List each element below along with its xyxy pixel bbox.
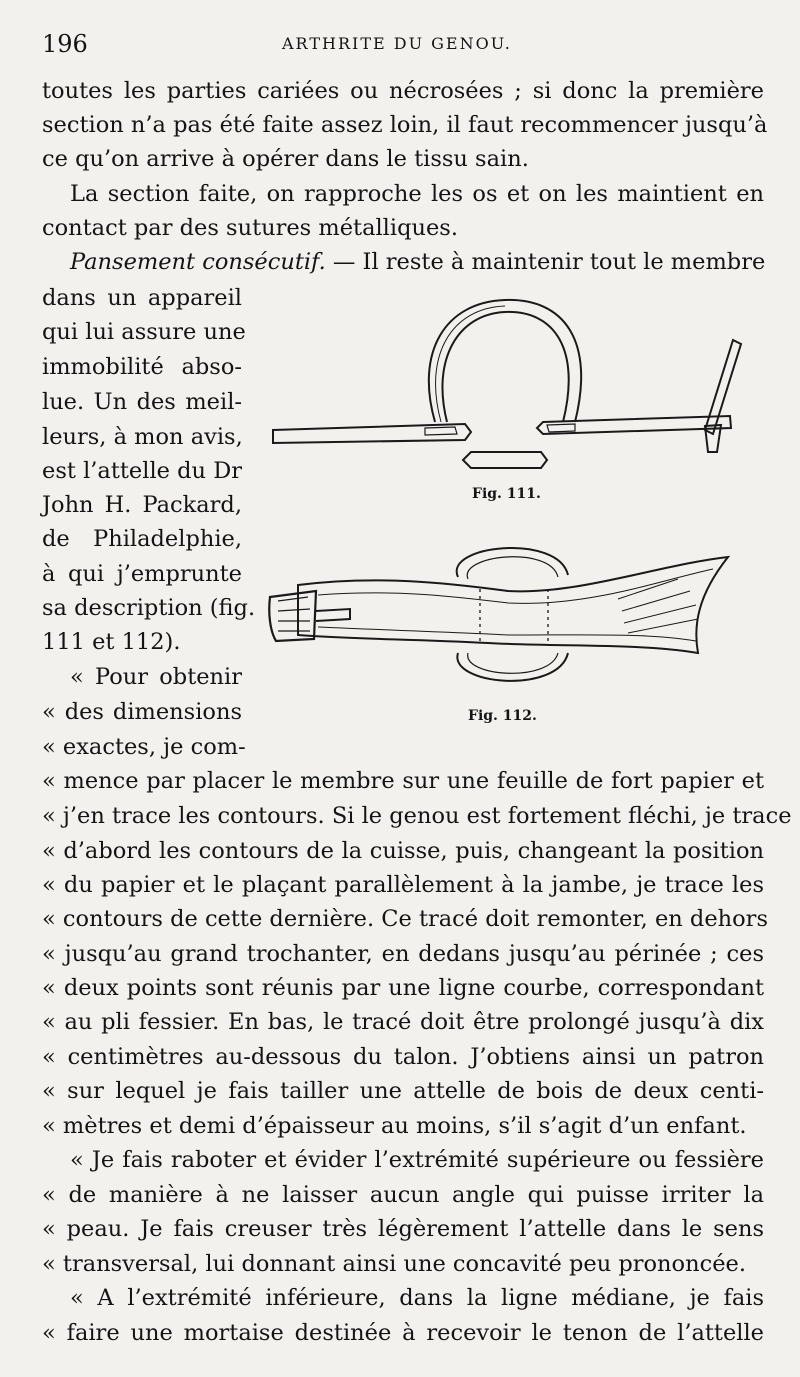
wrap-line: qui lui assure une (42, 319, 246, 345)
figure-111-caption: Fig. 111. (472, 486, 541, 502)
wrap-line: est l’attelle du Dr (42, 458, 242, 484)
text-line: — Il reste à maintenir tout le membre (325, 249, 766, 275)
text-line: toutes les parties cariées ou nécrosées ; si donc la première (42, 78, 764, 104)
wrap-line: « des dimensions (42, 699, 242, 725)
text-line: ce qu’on arrive à opérer dans le tissu sain. (42, 146, 529, 172)
text-line: « j’en trace les contours. Si le genou est fortement fléchi, je trace (42, 803, 792, 829)
running-title: ARTHRITE DU GENOU. (282, 34, 512, 53)
figure-111-splint-illustration (265, 292, 745, 477)
text-line: « mence par placer le membre sur une feuille de fort papier et (42, 768, 764, 794)
text-line: « mètres et demi d’épaisseur au moins, s’il s’agit d’un enfant. (42, 1113, 747, 1139)
wrap-line: leurs, à mon avis, (42, 424, 243, 450)
text-line: « peau. Je fais creuser très légèrement l’attelle dans le sens (42, 1216, 764, 1242)
text-line: « centimètres au-dessous du talon. J’obtiens ainsi un patron (42, 1044, 764, 1070)
text-line: La section faite, on rapproche les os et on les maintient en (70, 181, 764, 207)
wrap-line: sa description (fig. (42, 595, 256, 621)
text-line: « d’abord les contours de la cuisse, puis, changeant la position (42, 838, 764, 864)
section-heading-line (70, 245, 764, 279)
text-line: « transversal, lui donnant ainsi une concavité peu prononcée. (42, 1251, 746, 1277)
text-line: « au pli fessier. En bas, le tracé doit être prolongé jusqu’à dix (42, 1009, 764, 1035)
text-line: « A l’extrémité inférieure, dans la ligne médiane, je fais (70, 1285, 764, 1311)
wrap-line: à qui j’emprunte (42, 561, 242, 587)
text-line: « de manière à ne laisser aucun angle qui puisse irriter la (42, 1182, 764, 1208)
text-line: contact par des sutures métalliques. (42, 215, 458, 241)
text-line: « sur lequel je fais tailler une attelle de bois de deux centi- (42, 1078, 764, 1104)
text-line: « Je fais raboter et évider l’extrémité supérieure ou fessière (70, 1147, 764, 1173)
text-line: « faire une mortaise destinée à recevoir le tenon de l’attelle (42, 1320, 764, 1346)
text-line: « deux points sont réunis par une ligne courbe, correspondant (42, 975, 764, 1001)
section-heading: Pansement consécutif. (70, 249, 326, 275)
page-number: 196 (42, 30, 88, 58)
wrap-line: « exactes, je com- (42, 734, 246, 760)
text-line: « contours de cette dernière. Ce tracé doit remonter, en dehors (42, 906, 768, 932)
wrap-line: « Pour obtenir (70, 664, 242, 690)
text-line: « du papier et le plaçant parallèlement à la jambe, je trace les (42, 872, 764, 898)
wrap-line: de Philadelphie, (42, 526, 242, 552)
wrap-line: lue. Un des meil- (42, 389, 242, 415)
text-line: « jusqu’au grand trochanter, en dedans jusqu’au périnée ; ces (42, 941, 764, 967)
wrap-line: John H. Packard, (42, 492, 242, 518)
wrap-line: immobilité abso- (42, 354, 242, 380)
wrap-line: dans un appareil (42, 285, 242, 311)
figure-112-caption: Fig. 112. (468, 708, 537, 724)
figure-112-splint-illustration (258, 535, 748, 705)
wrap-line: 111 et 112). (42, 629, 181, 655)
text-line: section n’a pas été faite assez loin, il faut recommencer jusqu’à (42, 112, 768, 138)
